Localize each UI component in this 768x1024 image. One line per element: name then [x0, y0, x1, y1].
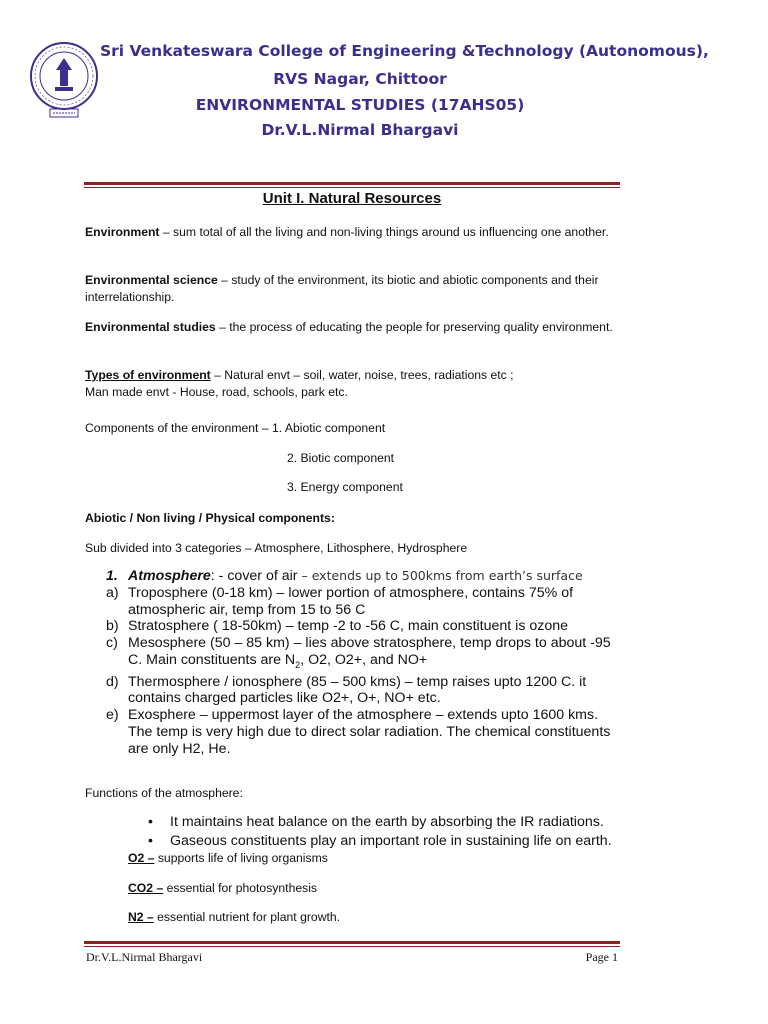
college-seal-icon [28, 40, 100, 122]
types-line1: – Natural envt – soil, water, noise, trees, radiations etc ; [210, 368, 514, 382]
gas-n2 [128, 909, 658, 926]
layer-mark: d) [106, 673, 119, 690]
gas-term: N2 – [128, 910, 154, 924]
components-intro: Components of the environment – 1. Abiotic component [85, 421, 386, 435]
layer-text-a: Mesosphere (50 – 85 km) – lies above stratosphere, temp drops to about -95 C. Main constituents are N [128, 635, 611, 668]
bullet-icon: • [148, 814, 153, 830]
bullet-icon: • [148, 833, 153, 849]
list-number: 1. [106, 568, 118, 584]
definition-text: – the process of educating the people for preserving quality environment. [215, 320, 613, 334]
atmosphere-text: : - cover of air [210, 568, 298, 584]
layer-item [106, 674, 626, 708]
component-energy: 3. Energy component [287, 480, 403, 494]
layer-item [106, 707, 626, 757]
layer-text [106, 635, 626, 673]
bullet-text: Gaseous constituents play an important role in sustaining life on earth. [170, 833, 612, 849]
layer-text-b: , O2, O2+, and NO+ [300, 651, 428, 668]
definition-environmental-studies [85, 319, 615, 336]
layer-text: Exosphere – uppermost layer of the atmosphere – extends upto 1600 kms. The temp is very high due to direct solar radiation. The chemical constituents are only H2, He. [128, 707, 611, 757]
definition-term: Environmental studies [85, 320, 216, 334]
college-address: RVS Nagar, Chittoor [273, 70, 447, 88]
layer-text: Stratosphere ( 18-50km) – temp -2 to -56 C, main constituent is ozone [128, 618, 569, 635]
bullet-text: It maintains heat balance on the earth by absorbing the IR radiations. [170, 814, 604, 830]
layer-item [106, 635, 626, 673]
layer-mark: e) [106, 707, 119, 724]
layer-item [106, 585, 626, 619]
definition-environment [85, 224, 615, 241]
types-line2: Man made envt - House, road, schools, park etc. [85, 385, 348, 399]
layer-mark: b) [106, 618, 119, 635]
layer-mark: c) [106, 635, 118, 652]
layer-text: Troposphere (0-18 km) – lower portion of atmosphere, contains 75% of atmospheric air, temp from 15 to 56 C [128, 584, 574, 618]
types-term: Types of environment [85, 368, 211, 382]
gas-o2 [128, 850, 658, 867]
atmosphere-extra: – extends up to 500kms from earth’s surface [297, 568, 583, 583]
definition-text: – sum total of all the living and non-living things around us influencing one another. [159, 225, 609, 239]
course-title: ENVIRONMENTAL STUDIES (17AHS05) [195, 96, 525, 114]
footer-author: Dr.V.L.Nirmal Bhargavi [86, 950, 203, 964]
gas-text: supports life of living organisms [154, 851, 328, 865]
abiotic-heading: Abiotic / Non living / Physical components: [85, 511, 335, 525]
gas-text: essential for photosynthesis [163, 881, 318, 895]
atmosphere-heading [106, 568, 626, 585]
definition-term: Environment [85, 225, 160, 239]
gas-co2 [128, 880, 658, 897]
footer-divider [84, 941, 620, 947]
definition-text: – study of the environment, its biotic and abiotic components and their interrelationship. [85, 273, 599, 304]
header-divider [84, 182, 620, 188]
unit-title: Unit I. Natural Resources [262, 190, 442, 207]
functions-heading: Functions of the atmosphere: [85, 786, 243, 800]
atmosphere-list [106, 568, 626, 758]
component-biotic: 2. Biotic component [287, 451, 395, 465]
college-name: Sri Venkateswara College of Engineering &Technology (Autonomous), [100, 42, 709, 60]
author-name: Dr.V.L.Nirmal Bhargavi [261, 121, 459, 139]
layer-text: Thermosphere / ionosphere (85 – 500 kms) – temp raises upto 1200 C. it contains charged particles like O2+, O+, NO+ etc. [128, 673, 587, 707]
gas-term: O2 – [128, 851, 155, 865]
atmosphere-label: Atmosphere [128, 568, 211, 584]
layer-subscript: 2 [295, 659, 301, 670]
definition-environmental-science [85, 272, 615, 306]
bullet-item [148, 833, 612, 849]
gas-term: CO2 – [128, 881, 164, 895]
layer-item [106, 618, 626, 635]
gas-text: essential nutrient for plant growth. [153, 910, 341, 924]
bullet-item [148, 814, 604, 830]
types-of-environment [85, 367, 615, 401]
subdivided-text: Sub divided into 3 categories – Atmosphere, Lithosphere, Hydrosphere [85, 541, 468, 555]
footer-page-number: Page 1 [585, 950, 618, 964]
layer-mark: a) [106, 584, 119, 601]
definition-term: Environmental science [85, 273, 218, 287]
